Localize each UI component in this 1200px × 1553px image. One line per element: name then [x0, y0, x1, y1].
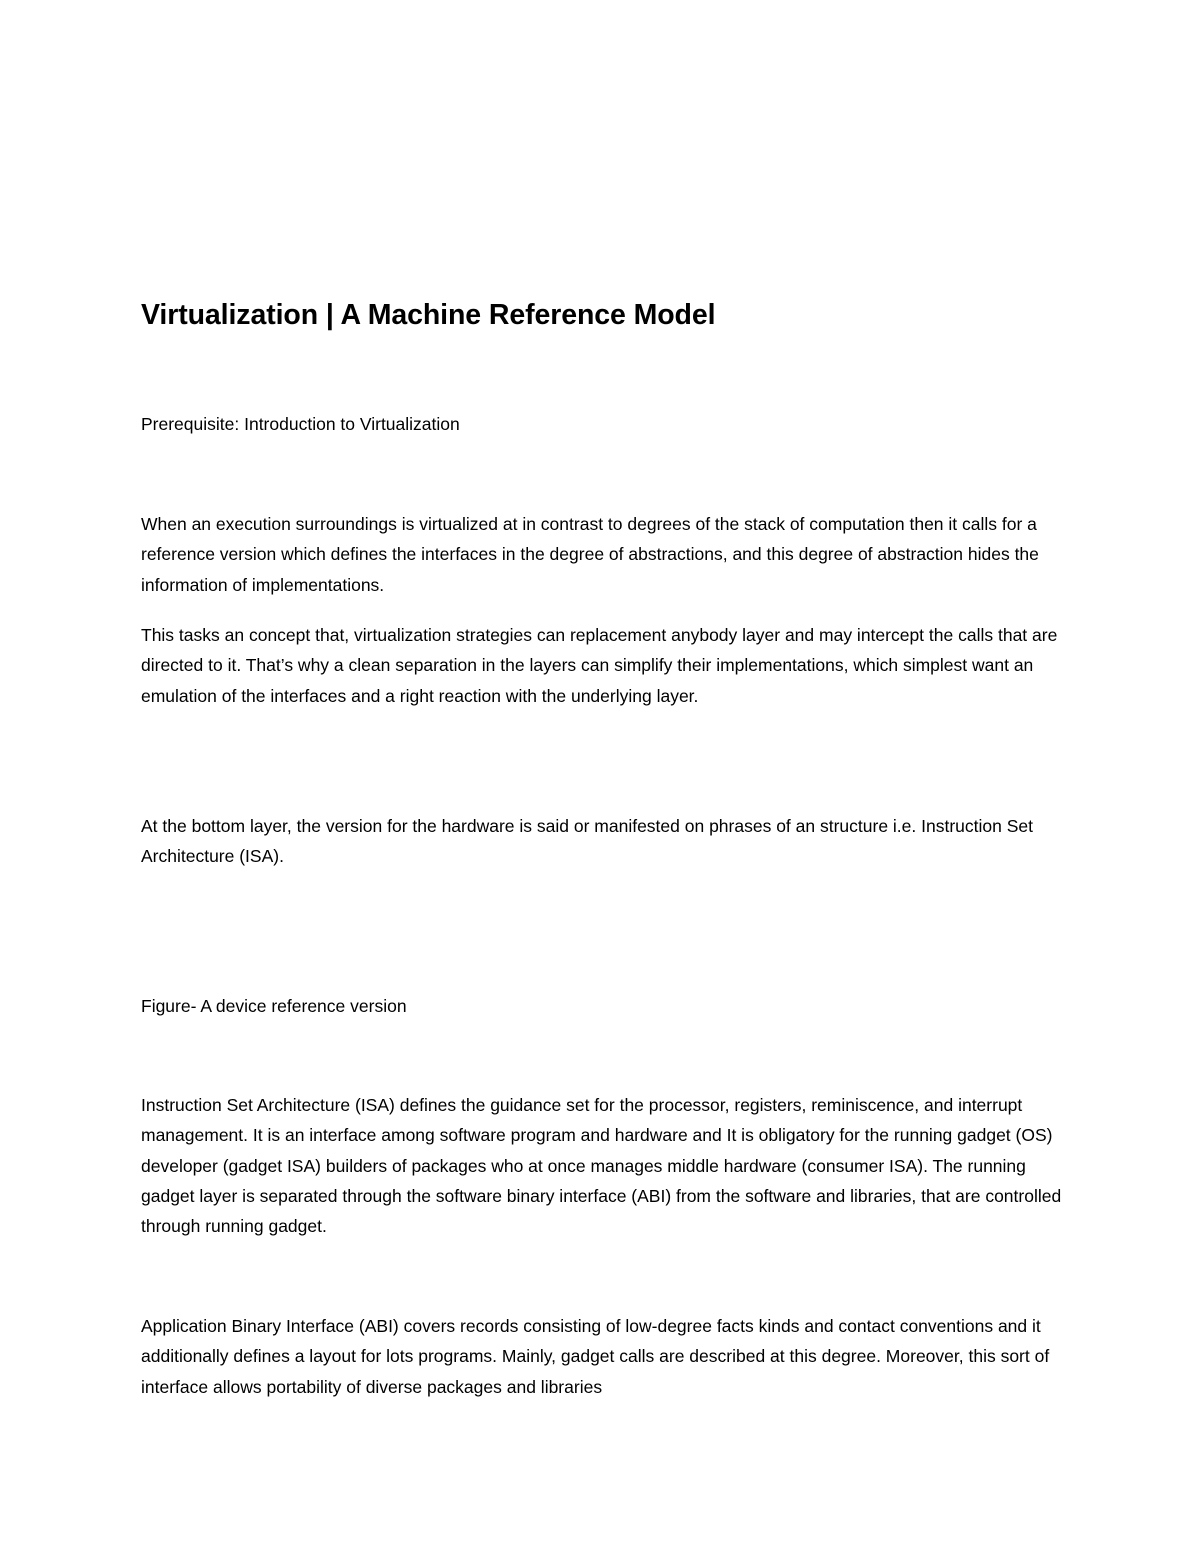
figure-caption: Figure- A device reference version: [141, 996, 407, 1016]
paragraph-abi-definition: Application Binary Interface (ABI) covers records consisting of low-degree facts kinds and contact conventions and it additionally defines a layout for lots programs. Mainly, gadget calls are described at this degree. Moreover, this sort of interface allows portability of diverse packages and libraries: [141, 1316, 1050, 1397]
paragraph-isa-definition: Instruction Set Architecture (ISA) defines the guidance set for the processor, registers, reminiscence, and interrupt management. It is an interface among software program and hardware and It is obligatory for the running gadget (OS) developer (gadget ISA) builders of packages who at once manages middle hardware (consumer ISA). The running gadget layer is separated through the software binary interface (ABI) from the software and libraries, that are controlled through running gadget.: [141, 1095, 1062, 1237]
paragraph-execution-virtualized: When an execution surroundings is virtualized at in contrast to degrees of the stack of computation then it calls for a reference version which defines the interfaces in the degree of abstractions, and this degree of abstraction hides the information of implementations.: [141, 514, 1039, 595]
paragraph-virtualization-strategies: This tasks an concept that, virtualization strategies can replacement anybody layer and may intercept the calls that are directed to it. That’s why a clean separation in the layers can simplify their implementations, which simplest want an emulation of the interfaces and a right reaction with the underlying layer.: [141, 625, 1058, 706]
paragraph-bottom-layer-isa: At the bottom layer, the version for the hardware is said or manifested on phrases of an structure i.e. Instruction Set Architecture (ISA).: [141, 816, 1033, 867]
prerequisite-text: Prerequisite: Introduction to Virtualization: [141, 414, 460, 434]
page-title: Virtualization | A Machine Reference Model: [141, 299, 716, 331]
